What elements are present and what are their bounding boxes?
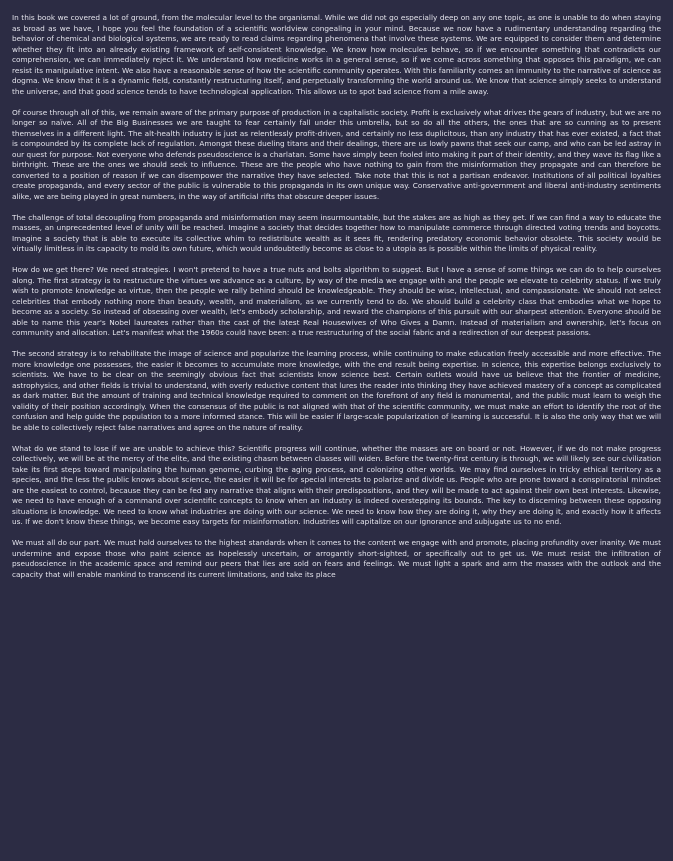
paragraph-2: Of course through all of this, we remain aware of the primary purpose of production in a capitalistic society. Profit is exclusively what drives the gears of industry, but we are no longer so naïve. All of the Big Businesses we are taught to fear certainly fall under this umbrella, but so do all the others, the ones that are so cunning as to present themselves in a different light. The alt-health industry is just as relentlessly profit-driven, and certainly no less duplicitous, than any industry that has ever existed, a fact that is compounded by its complete lack of regulation. Amongst these dueling titans and their dealings, there are us lowly pawns that seek our camp, and who can be led astray in our quest for purpose. Not everyone who defends pseudoscience is a charlatan. Some have simply been fooled into making it part of their identity, and they wave its flag like a birthright. These are the ones we should seek to influence. These are the people who have nothing to gain from the misinformation they propagate and can therefore be converted to a position of reason if we can disempower the narrative they have selected. Take note that this is not a partisan endeavor. Institutions of all political loyalties create propaganda, and every sector of the public is vulnerable to this propaganda in its own unique way. Conservative anti-government and liberal anti-industry sentiments alike, we are being played in great numbers, in the way of artificial rifts that obscure deeper issues. [12, 107, 661, 201]
paragraph-4: How do we get there? We need strategies. I won't pretend to have a true nuts and bolts algorithm to suggest. But I have a sense of some things we can do to help ourselves along. The first strategy is to restructure the virtues we advance as a culture, by way of the media we engage with and the people we elevate to celebrity status. If we truly wish to promote knowledge as virtue, then the people we rally behind should be knowledgeable. They should be wise, intellectual, and compassionate. We should not select celebrities that embody nothing more than beauty, wealth, and materialism, as we currently tend to do. We should build a celebrity class that embodies what we hope to become as a society. So instead of obsessing over wealth, let's embody scholarship, and reward the champions of this pursuit with our sharpest attention. Everyone should be able to name this year's Nobel laureates rather than the cast of the latest Real Housewives of Who Gives a Damn. Instead of materialism and ownership, let's focus on community and allocation. Let's manifest what the 1960s could have been: a true restructuring of the social fabric and a redirection of our deepest passions. [12, 265, 661, 337]
paragraph-1: In this book we covered a lot of ground, from the molecular level to the organismal. While we did not go especially deep on any one topic, as one is unable to do when staying as broad as we have, I hope you feel the foundation of a scientific worldview congealing in your mind. Because we now have a rudimentary understanding regarding the behavior of chemical and biological systems, we are ready to read claims regarding phenomena that involve these systems. We are equipped to consider them and determine whether they fit into an already existing framework of self-consistent knowledge. We know how molecules behave, so if we encounter something that contradicts our comprehension, we can immediately reject it. We understand how medicine works in a general sense, so if we come across something that opposes this paradigm, we can resist its manipulative intent. We also have a reasonable sense of how the scientific community operates. With this familiarity comes an immunity to the narrative of science as dogma. We know that it is a dynamic field, constantly restructuring itself, and perpetually transforming the world around us. We know that science simply seeks to understand the universe, and that good science tends to have technological application. This allows us to spot bad science from a mile away. [12, 13, 661, 96]
paragraph-6: What do we stand to lose if we are unable to achieve this? Scientific progress will continue, whether the masses are on board or not. However, if we do not make progress collectively, we will be at the mercy of the elite, and the existing chasm between classes will widen. Before the twenty-first century is through, we will likely see our civilization take its first steps toward manipulating the human genome, curbing the aging process, and colonizing other worlds. We may find ourselves in tricky ethical territory as a species, and the less the public knows about science, the easier it will be for special interests to polarize and divide us. People who are prone toward a conspiratorial mindset are the easiest to control, because they can be fed any narrative that aligns with their predispositions, and they will be made to act against their own best interests. Likewise, we need to have enough of a command over scientific concepts to know when an industry is indeed overstepping its bounds. The key to discerning between these opposing situations is knowledge. We need to know what industries are doing with our science. We need to know how they are doing it, why they are doing it, and exactly how it affects us. If we don't know these things, we become easy targets for misinformation. Industries will capitalize on our ignorance and subjugate us to no end. [12, 443, 661, 526]
paragraph-5: The second strategy is to rehabilitate the image of science and popularize the learning process, while continuing to make education freely accessible and more effective. The more knowledge one possesses, the easier it becomes to accumulate more knowledge, with the end result being expertise. In science, this expertise belongs exclusively to scientists. We have to be clear on the seemingly obvious fact that scientists know science best. Certain outlets would have us believe that the frontier of medicine, astrophysics, and other fields is trivial to understand, with overly reductive content that lures the reader into thinking they have achieved mastery of a concept as complicated as dark matter. But the amount of training and technical knowledge required to comment on the forefront of any field is monumental, and the public must learn to weigh the validity of their position accordingly. When the consensus of the public is not aligned with that of the scientific community, we must make an effort to identify the root of the confusion and help guide the population to a more informed stance. This will be easier if large-scale popularization of learning is successful. It is also the only way that we will be able to collectively reject false narratives and agree on the nature of reality. [12, 349, 661, 432]
paragraph-7: We must all do our part. We must hold ourselves to the highest standards when it comes to the content we engage with and promote, placing profundity over inanity. We must undermine and expose those who paint science as hopelessly uncertain, or arrogantly short-sighted, or specifically out to get us. We must resist the infiltration of pseudoscience in the academic space and remind our peers that lies are sold on fears and feelings. We must light a spark and arm the masses with the outlook and the capacity that will enable mankind to transcend its current limitations, and take its place [12, 538, 661, 579]
paragraph-3: The challenge of total decoupling from propaganda and misinformation may seem insurmountable, but the stakes are as high as they get. If we can find a way to educate the masses, an unprecedented level of unity will be reached. Imagine a society that decides together how to manipulate commerce through directed voting trends and boycotts. Imagine a society that is able to execute its collective whim to redistribute wealth as it sees fit, rendering predatory economic behavior obsolete. This society would be virtually limitless in its capacity to mold its own future, which would undoubtedly become as close to a utopia as is possible within the limits of physical reality. [12, 212, 661, 253]
